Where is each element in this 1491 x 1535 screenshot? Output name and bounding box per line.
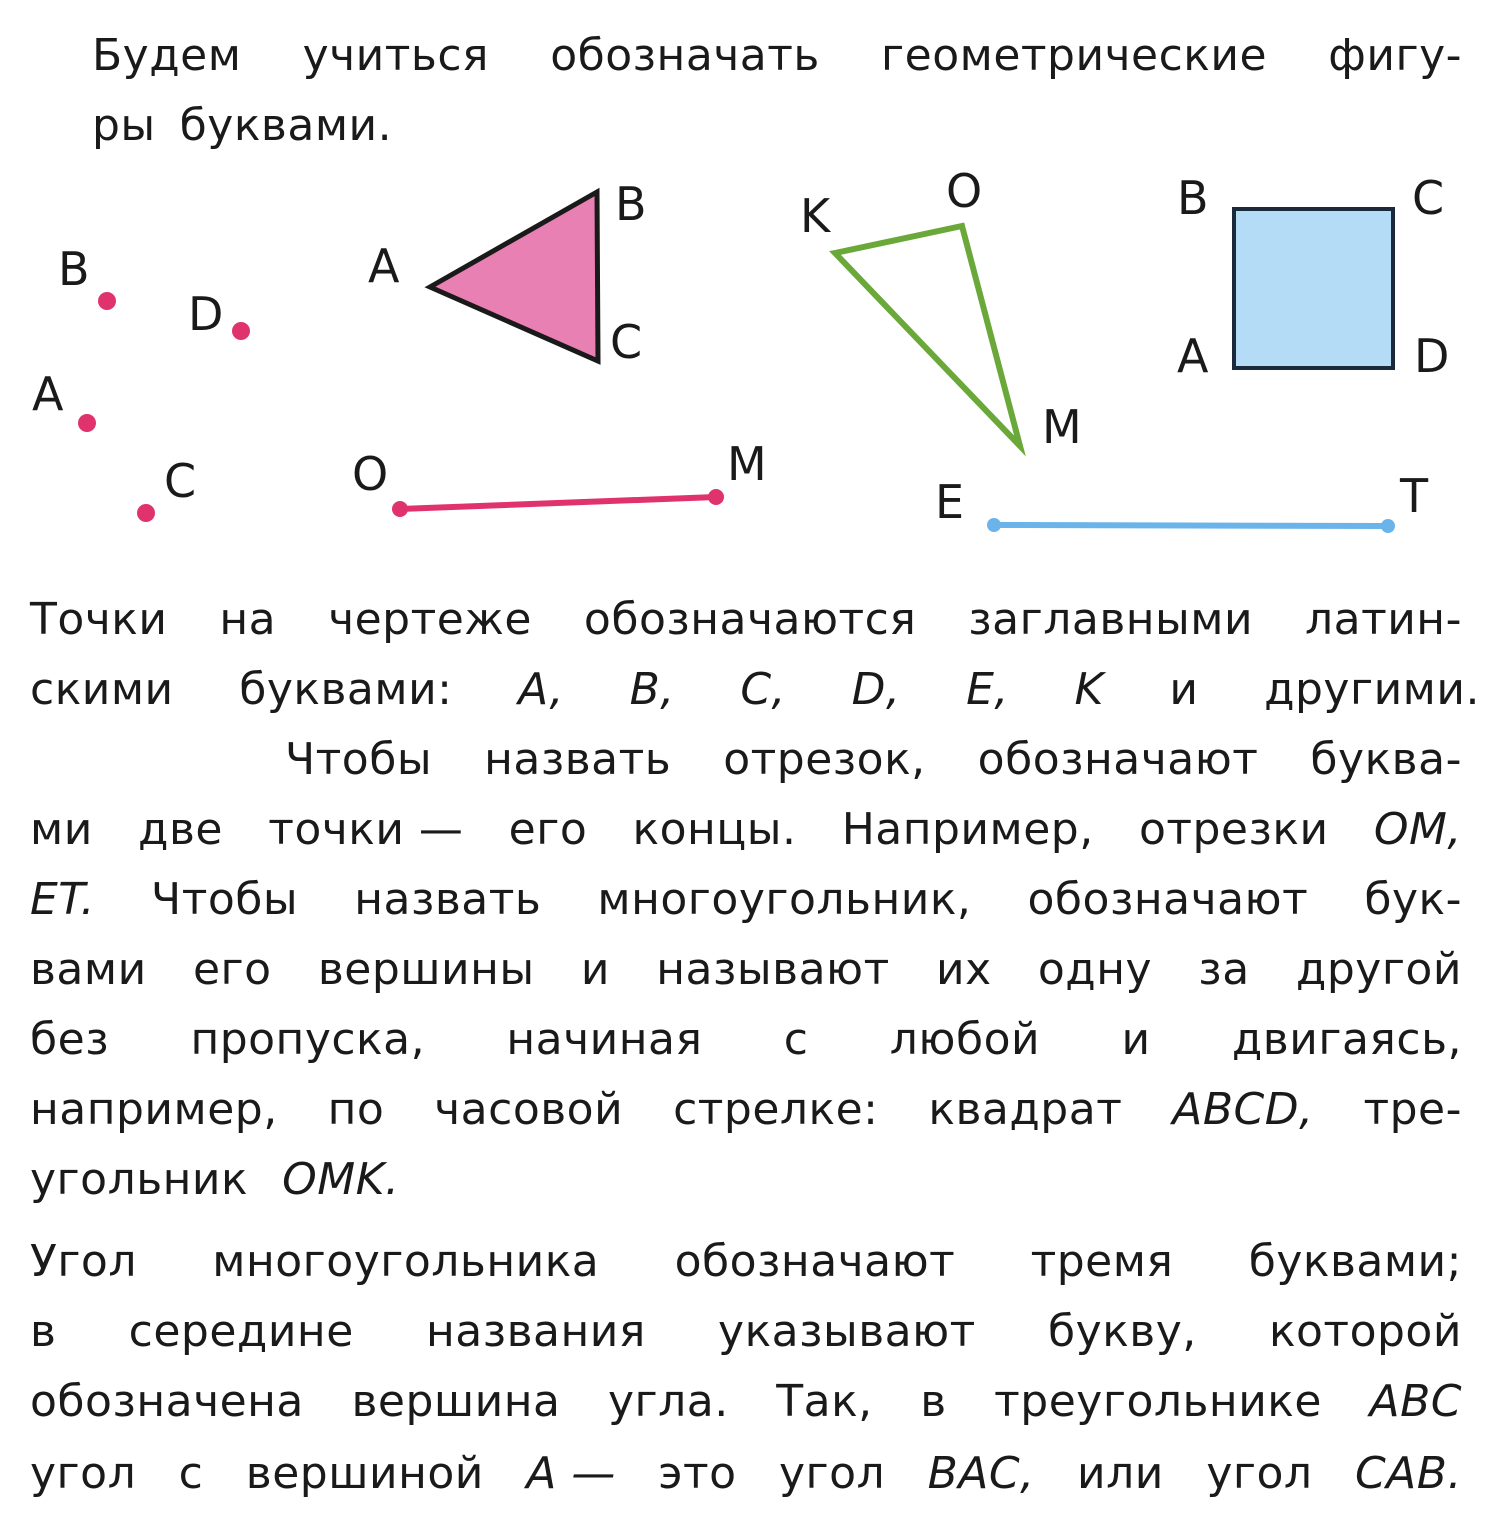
- word: которой: [1268, 1306, 1462, 1357]
- word: угол: [1206, 1448, 1313, 1499]
- word: ры: [92, 100, 156, 151]
- body-line-5: [30, 872, 1462, 928]
- word: многоугольник,: [597, 874, 972, 925]
- square-abcd-label-d: D: [1414, 329, 1450, 383]
- word: его: [192, 944, 272, 995]
- word: угол: [778, 1448, 886, 1499]
- word: буквами;: [1248, 1236, 1462, 1287]
- math-angle-name: BAC,: [927, 1448, 1035, 1499]
- body-line-2: [30, 662, 1480, 718]
- segment-om-line: [400, 497, 716, 509]
- point-label-c: C: [164, 454, 197, 508]
- word: обозначают: [977, 734, 1259, 785]
- triangle-abc-label-b: B: [615, 177, 647, 231]
- math-letter: B,: [629, 664, 675, 715]
- word: Например,: [841, 804, 1094, 855]
- segment-et: [935, 469, 1429, 533]
- square-abcd-label-a: A: [1177, 329, 1209, 383]
- word: отрезки: [1138, 804, 1329, 855]
- word: тремя: [1030, 1236, 1174, 1287]
- word: его: [508, 804, 588, 855]
- triangle-abc: [368, 177, 647, 369]
- body-line-11: [30, 1304, 1462, 1360]
- word: это: [658, 1448, 737, 1499]
- word: в: [920, 1376, 947, 1427]
- math-letter: K: [1074, 664, 1104, 715]
- triangle-kom: [800, 164, 1082, 454]
- math-vertex-name: A —: [526, 1448, 616, 1499]
- word: угол: [30, 1448, 137, 1499]
- word: квадрат: [928, 1084, 1123, 1135]
- word: геометрические: [881, 30, 1268, 81]
- body-line-10: [30, 1234, 1462, 1290]
- word: одну: [1037, 944, 1153, 995]
- word: угла.: [608, 1376, 729, 1427]
- word: треугольнике: [994, 1376, 1322, 1427]
- triangle-abc-label-c: C: [610, 315, 643, 369]
- math-segment-name: OM,: [1373, 804, 1462, 855]
- word: и: [1169, 664, 1199, 715]
- word: любой: [889, 1014, 1041, 1065]
- word: скими: [30, 664, 174, 715]
- word: без: [30, 1014, 110, 1065]
- word: угольник: [30, 1154, 249, 1205]
- triangle-kom-shape: [835, 226, 1020, 446]
- word: Так,: [776, 1376, 873, 1427]
- segment-om-endpoint-o: [392, 501, 408, 517]
- math-angle-name: CAB.: [1354, 1448, 1462, 1499]
- word: например,: [30, 1084, 278, 1135]
- square-abcd-shape: [1234, 209, 1393, 368]
- word: указывают: [718, 1306, 976, 1357]
- word: другими.: [1264, 664, 1480, 715]
- word: ми: [30, 804, 93, 855]
- word: две: [138, 804, 223, 855]
- body-line-7: [30, 1012, 1462, 1068]
- body-line-9: [30, 1152, 400, 1208]
- body-line-3: [285, 732, 1462, 788]
- point-d-icon: [232, 322, 250, 340]
- body-line-13: [30, 1446, 1462, 1502]
- math-polygon-name: OMK.: [282, 1154, 400, 1205]
- word: с: [178, 1448, 204, 1499]
- segment-et-endpoint-e: [987, 518, 1001, 532]
- word: фигу-: [1328, 30, 1462, 81]
- segment-et-label-t: T: [1400, 469, 1429, 523]
- word: назвать: [484, 734, 672, 785]
- intro-line-2: [92, 98, 392, 154]
- triangle-kom-label-o: O: [946, 164, 983, 218]
- word: называют: [656, 944, 890, 995]
- word: пропуска,: [190, 1014, 426, 1065]
- segment-et-line: [994, 525, 1388, 526]
- math-polygon-name: ABC: [1369, 1376, 1462, 1427]
- segment-om-endpoint-m: [708, 489, 724, 505]
- word: учиться: [302, 30, 489, 81]
- word: середине: [128, 1306, 354, 1357]
- segment-et-endpoint-t: [1381, 519, 1395, 533]
- figures-illustration: [0, 160, 1491, 580]
- word: вершина: [351, 1376, 561, 1427]
- word: начиная: [506, 1014, 703, 1065]
- math-segment-name: ET.: [30, 874, 95, 925]
- point-label-a: A: [32, 367, 64, 421]
- word: с: [783, 1014, 809, 1065]
- segment-et-label-e: E: [935, 475, 965, 529]
- word: концы.: [632, 804, 797, 855]
- math-letter: D,: [851, 664, 901, 715]
- math-polygon-name: ABCD,: [1172, 1084, 1314, 1135]
- math-letter: C,: [740, 664, 787, 715]
- word: Угол: [30, 1236, 137, 1287]
- word: и: [580, 944, 610, 995]
- word: другой: [1295, 944, 1462, 995]
- body-line-6: [30, 942, 1462, 998]
- square-abcd-label-b: B: [1177, 171, 1209, 225]
- word: двигаясь,: [1231, 1014, 1462, 1065]
- word: назвать: [354, 874, 542, 925]
- point-label-d: D: [188, 287, 224, 341]
- body-line-8: [30, 1082, 1462, 1138]
- word: обозначать: [550, 30, 820, 81]
- triangle-abc-label-a: A: [368, 239, 400, 293]
- word: вершиной: [245, 1448, 484, 1499]
- word: Будем: [92, 30, 242, 81]
- segment-om: [352, 437, 767, 517]
- word: обозначают: [1027, 874, 1309, 925]
- word: точки —: [268, 804, 464, 855]
- math-letter: A,: [518, 664, 564, 715]
- word: названия: [425, 1306, 646, 1357]
- square-abcd-label-c: C: [1412, 171, 1445, 225]
- word: тре-: [1363, 1084, 1462, 1135]
- word: по: [327, 1084, 385, 1135]
- point-b-icon: [98, 292, 116, 310]
- word: многоугольника: [212, 1236, 600, 1287]
- points-group: [32, 242, 250, 522]
- word: Чтобы: [151, 874, 299, 925]
- segment-om-label-m: M: [727, 437, 767, 491]
- word: обозначают: [674, 1236, 956, 1287]
- body-line-4: [30, 802, 1462, 858]
- word: буквами:: [239, 664, 453, 715]
- word: чертеже: [328, 594, 532, 645]
- word: в: [30, 1306, 57, 1357]
- point-label-b: B: [58, 242, 90, 296]
- word: часовой: [434, 1084, 624, 1135]
- body-line-1: [30, 592, 1462, 648]
- word: заглавными: [968, 594, 1254, 645]
- intro-line-1: [92, 28, 1462, 84]
- word: обозначена: [30, 1376, 304, 1427]
- triangle-kom-label-m: M: [1042, 400, 1082, 454]
- word: буква-: [1310, 734, 1462, 785]
- word: отрезок,: [723, 734, 926, 785]
- point-a-icon: [78, 414, 96, 432]
- math-letter: E,: [966, 664, 1009, 715]
- segment-om-label-o: O: [352, 447, 389, 501]
- word: бук-: [1364, 874, 1462, 925]
- word: за: [1198, 944, 1250, 995]
- square-abcd: [1177, 171, 1449, 383]
- word: их: [935, 944, 992, 995]
- word: на: [219, 594, 277, 645]
- word: и: [1121, 1014, 1151, 1065]
- word: Точки: [30, 594, 168, 645]
- triangle-abc-shape: [430, 192, 598, 361]
- point-c-icon: [137, 504, 155, 522]
- body-line-12: [30, 1374, 1462, 1430]
- word: Чтобы: [285, 734, 433, 785]
- word: обозначаются: [583, 594, 917, 645]
- word: буквами.: [179, 100, 393, 151]
- word: вершины: [317, 944, 535, 995]
- word: вами: [30, 944, 147, 995]
- word: стрелке:: [673, 1084, 879, 1135]
- word: латин-: [1304, 594, 1462, 645]
- word: букву,: [1048, 1306, 1197, 1357]
- word: или: [1077, 1448, 1164, 1499]
- triangle-kom-label-k: K: [800, 189, 831, 243]
